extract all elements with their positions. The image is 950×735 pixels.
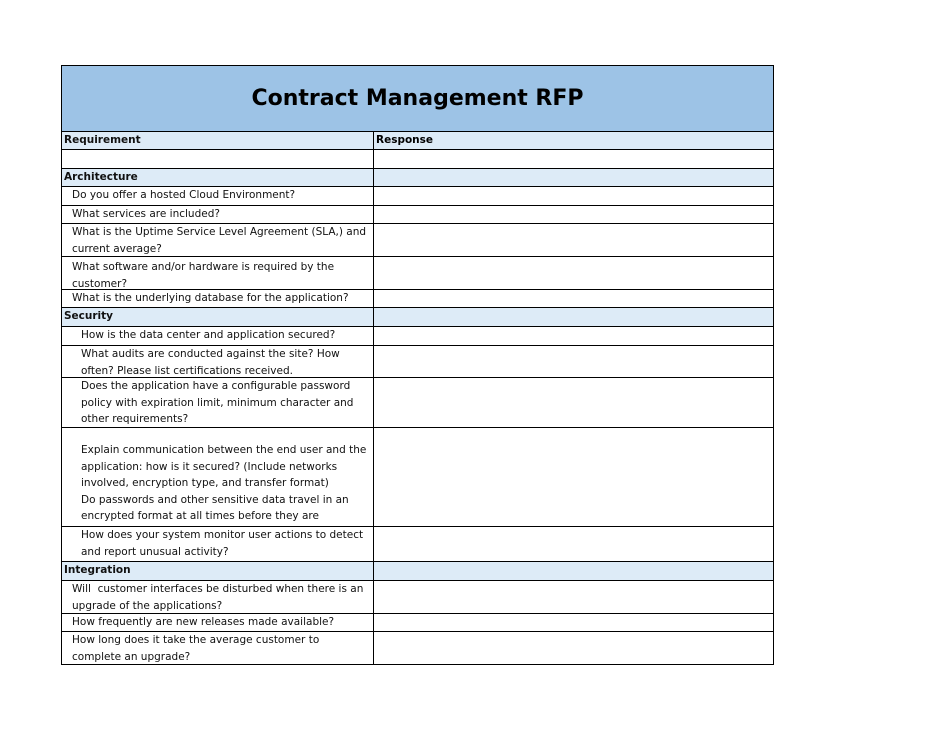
response-cell[interactable] [374,378,773,427]
table-row [62,378,773,428]
requirement-cell: What software and/or hardware is required by the customer? [62,257,374,289]
response-cell[interactable] [374,632,773,664]
response-cell[interactable] [374,169,773,186]
response-cell[interactable] [374,290,773,307]
response-cell[interactable] [374,428,773,526]
table-row [62,290,773,308]
response-cell[interactable] [374,308,773,326]
header-row [62,132,773,150]
response-cell[interactable] [374,581,773,613]
requirement-cell: How does your system monitor user actions to detect and report unusual activity? [62,527,374,561]
table-row [62,632,773,665]
requirement-cell: How long does it take the average customer to complete an upgrade? [62,632,374,664]
table-row [62,428,773,527]
section-label: Integration [62,562,374,580]
requirement-cell: What audits are conducted against the site? How often? Please list certifications received. [62,346,374,377]
table-row [62,327,773,346]
requirement-cell: How is the data center and application secured? [62,327,374,345]
response-cell[interactable] [374,614,773,631]
table-row [62,581,773,614]
requirement-cell: What is the underlying database for the application? [62,290,374,307]
requirement-cell: What services are included? [62,206,374,223]
response-cell[interactable] [374,527,773,561]
table-row [62,187,773,206]
requirement-cell [62,150,374,168]
table-row [62,206,773,224]
response-cell[interactable] [374,224,773,256]
response-cell[interactable] [374,257,773,289]
table-row [62,257,773,290]
requirement-cell: Does the application have a configurable password policy with expiration limit, minimum character and other requirements? [62,378,374,427]
requirement-cell: How frequently are new releases made available? [62,614,374,631]
response-cell[interactable] [374,187,773,205]
rfp-table [61,65,774,665]
section-row [62,562,773,581]
response-cell[interactable] [374,562,773,580]
requirement-cell: Do you offer a hosted Cloud Environment? [62,187,374,205]
response-cell[interactable] [374,206,773,223]
section-label: Security [62,308,374,326]
section-label: Architecture [62,169,374,186]
table-row [62,150,773,169]
table-row [62,527,773,562]
requirement-cell: Explain communication between the end user and the application: how is it secured? (Include networks involved, encryption type, and transfer format) Do passwords and other sensitive data travel in an encrypted format at all times before they are [62,428,374,526]
response-cell[interactable] [374,327,773,345]
requirement-cell: What is the Uptime Service Level Agreement (SLA,) and current average? [62,224,374,256]
section-row [62,169,773,187]
response-cell[interactable] [374,346,773,377]
table-row [62,346,773,378]
response-cell[interactable] [374,150,773,168]
table-row [62,614,773,632]
table-row [62,224,773,257]
requirement-cell: Will customer interfaces be disturbed when there is an upgrade of the applications? [62,581,374,613]
response-header: Response [376,134,434,146]
section-row [62,308,773,327]
page-title: Contract Management RFP [62,66,773,132]
requirement-header: Requirement [62,132,374,149]
